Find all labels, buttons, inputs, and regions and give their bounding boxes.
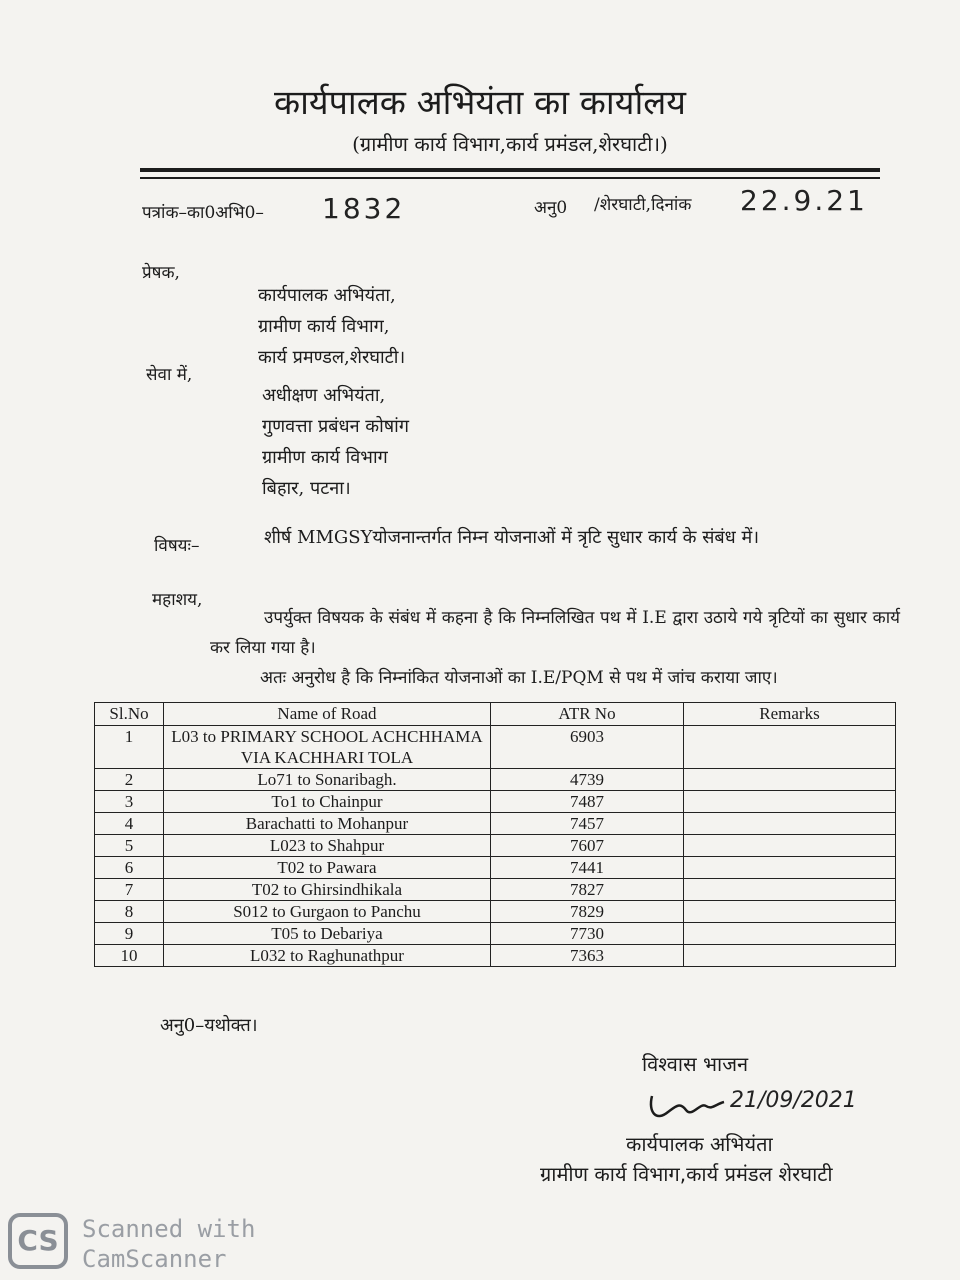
- table-row: [95, 813, 896, 835]
- letter-date: 22.9.21: [740, 184, 868, 217]
- cell-road-name: T02 to Ghirsindhikala: [164, 879, 491, 901]
- cell-atr: 6903: [491, 726, 684, 769]
- cell-sl: 3: [95, 791, 164, 813]
- table-row: [95, 879, 896, 901]
- recipient-address: [262, 380, 409, 504]
- table-row: [95, 901, 896, 923]
- header-atr-no: ATR No: [491, 703, 684, 726]
- cell-atr: 7487: [491, 791, 684, 813]
- camscanner-logo: CS: [8, 1213, 68, 1269]
- cell-remarks: [684, 791, 896, 813]
- enclosure-note: अनु0–यथोक्त।: [160, 1015, 258, 1036]
- sender-line: ग्रामीण कार्य विभाग,: [258, 316, 390, 337]
- patrank-label: पत्रांक–का0अभि0–: [142, 203, 264, 223]
- body-paragraph-2: अतः अनुरोध है कि निम्नांकित योजनाओं का I.E/PQM से पथ में जांच कराया जाए।: [260, 668, 778, 688]
- cell-road-name: Lo71 to Sonaribagh.: [164, 769, 491, 791]
- body-paragraph-1: उपर्युक्त विषयक के संबंध में कहना है कि निम्नलिखित पथ में I.E द्वारा उठाये गये त्रृटियों का सुधार कार्य कर लिया गया है।: [210, 608, 900, 658]
- cell-road-name: Barachatti to Mohanpur: [164, 813, 491, 835]
- anu-label: अनु0: [534, 198, 568, 218]
- cell-remarks: [684, 857, 896, 879]
- table-row: [95, 945, 896, 967]
- recipient-line: ग्रामीण कार्य विभाग: [262, 447, 388, 468]
- cell-road-name: L032 to Raghunathpur: [164, 945, 491, 967]
- cell-remarks: [684, 945, 896, 967]
- cell-atr: 4739: [491, 769, 684, 791]
- cell-sl: 10: [95, 945, 164, 967]
- cell-atr: 7607: [491, 835, 684, 857]
- recipient-line: गुणवत्ता प्रबंधन कोषांग: [262, 416, 409, 437]
- header-remarks: Remarks: [684, 703, 896, 726]
- cell-road-name: S012 to Gurgaon to Panchu: [164, 901, 491, 923]
- cell-atr: 7363: [491, 945, 684, 967]
- sender-label: प्रेषक,: [142, 263, 180, 283]
- cell-sl: 5: [95, 835, 164, 857]
- cell-remarks: [684, 879, 896, 901]
- cell-road-name: L03 to PRIMARY SCHOOL ACHCHHAMA VIA KACHHARI TOLA: [164, 726, 491, 769]
- salutation: महाशय,: [152, 590, 203, 610]
- office-title: कार्यपालक अभियंता का कार्यालय: [273, 83, 687, 123]
- cell-atr: 7730: [491, 923, 684, 945]
- subject-text: शीर्ष MMGSYयोजनान्तर्गत निम्न योजनाओं में त्रृटि सुधार कार्य के संबंध में।: [264, 527, 760, 548]
- watermark-line-1: Scanned with: [82, 1215, 256, 1243]
- table-row: [95, 857, 896, 879]
- recipient-line: बिहार, पटना।: [262, 478, 351, 499]
- cell-road-name: T02 to Pawara: [164, 857, 491, 879]
- closing-text: विश्वास भाजन: [642, 1052, 749, 1076]
- watermark-line-2: CamScanner: [82, 1245, 227, 1273]
- sender-line: कार्य प्रमण्डल,शेरघाटी।: [258, 347, 406, 368]
- cell-road-name: T05 to Debariya: [164, 923, 491, 945]
- table-row: [95, 923, 896, 945]
- subject-label: विषयः–: [154, 536, 200, 556]
- cell-sl: 4: [95, 813, 164, 835]
- cell-remarks: [684, 726, 896, 769]
- place-date-label: /शेरघाटी,दिनांक: [594, 195, 692, 215]
- cell-remarks: [684, 813, 896, 835]
- header-divider: [140, 168, 880, 172]
- cell-sl: 8: [95, 901, 164, 923]
- cell-atr: 7457: [491, 813, 684, 835]
- cell-atr: 7441: [491, 857, 684, 879]
- recipient-line: अधीक्षण अभियंता,: [262, 385, 386, 406]
- table-row: [95, 726, 896, 769]
- signed-date: 21/09/2021: [730, 1088, 857, 1113]
- camscanner-watermark: [82, 1214, 255, 1274]
- cell-remarks: [684, 901, 896, 923]
- table-header-row: [95, 703, 896, 726]
- table-row: [95, 835, 896, 857]
- cell-remarks: [684, 835, 896, 857]
- header-sl-no: Sl.No: [95, 703, 164, 726]
- sender-line: कार्यपालक अभियंता,: [258, 285, 396, 306]
- cell-atr: 7829: [491, 901, 684, 923]
- department-subtitle: (ग्रामीण कार्य विभाग,कार्य प्रमंडल,शेरघाटी।): [352, 132, 668, 156]
- table-row: [95, 769, 896, 791]
- cell-remarks: [684, 923, 896, 945]
- table-row: [95, 791, 896, 813]
- cell-sl: 2: [95, 769, 164, 791]
- signature-office: ग्रामीण कार्य विभाग,कार्य प्रमंडल शेरघाटी: [540, 1162, 833, 1186]
- signature-designation: कार्यपालक अभियंता: [626, 1132, 773, 1156]
- header-divider-thin: [140, 177, 880, 179]
- cell-remarks: [684, 769, 896, 791]
- cell-road-name: L023 to Shahpur: [164, 835, 491, 857]
- sender-address: [258, 280, 405, 373]
- cell-road-name: To1 to Chainpur: [164, 791, 491, 813]
- roads-table: [94, 702, 896, 967]
- recipient-label: सेवा में,: [146, 365, 193, 385]
- cell-atr: 7827: [491, 879, 684, 901]
- header-road-name: Name of Road: [164, 703, 491, 726]
- patrank-number: 1832: [322, 192, 406, 225]
- cell-sl: 1: [95, 726, 164, 769]
- cell-sl: 6: [95, 857, 164, 879]
- cell-sl: 7: [95, 879, 164, 901]
- cell-sl: 9: [95, 923, 164, 945]
